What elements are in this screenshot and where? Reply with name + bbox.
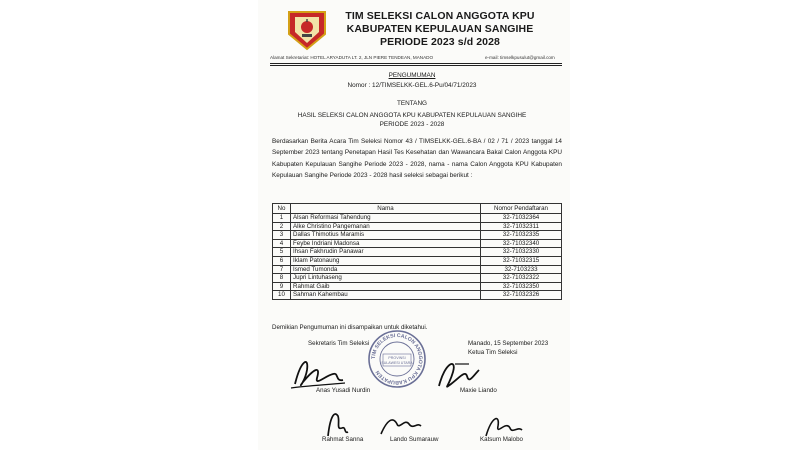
cell-no: 10 (273, 291, 291, 300)
table-row (273, 231, 562, 240)
cell-nomor: 32-71032364 (481, 214, 562, 223)
table-row (273, 248, 562, 257)
cell-no: 9 (273, 282, 291, 291)
table-row (273, 222, 562, 231)
chair-title: Ketua Tim Seleksi (468, 349, 518, 356)
header-rule (270, 63, 562, 64)
doc-subject-line-1: HASIL SELEKSI CALON ANGGOTA KPU KABUPATEN KEPULAUAN SANGIHE (297, 112, 527, 119)
candidate-table (272, 203, 562, 300)
table-header-row (273, 204, 562, 214)
header-line-1: TIM SELEKSI CALON ANGGOTA KPU (345, 10, 535, 22)
stamp-inner-line-2: SULAWESI UTARA (381, 361, 413, 365)
table-row (273, 214, 562, 223)
cell-nomor: 32-7103233 (481, 265, 562, 274)
header-email: e-mail: timselkpusulut@gmail.com (485, 55, 555, 60)
closing-sentence: Demikian Pengumuman ini disampaikan untuk diketahui. (272, 324, 428, 331)
cell-nama: Dallas Thimotius Maramis (291, 231, 481, 240)
cell-no: 8 (273, 274, 291, 283)
cell-no: 4 (273, 239, 291, 248)
cell-nama: Ismed Tumonda (291, 265, 481, 274)
body-paragraph: Berdasarkan Berita Acara Tim Seleksi Nomor 43 / TIMSELKK-GEL.6-BA / 02 / 71 / 2023 tanggal 14 September 2023 tentang Penetapan Hasil Tes Kesehatan dan Wawancara Bakal Calon Anggota KPU Kabupaten Kepulauan Sangihe Periode 2023 - 2028, nama - nama Calon Anggota KPU Kabupaten Kepulauan Sangihe Periode 2023 - 2028 hasil seleksi sebagai berikut : (272, 138, 562, 179)
member-1-name: Rahmat Sanna (322, 436, 364, 443)
col-header-no: No (273, 204, 291, 214)
kpu-logo-icon (285, 8, 329, 52)
cell-nama: Rahmat Gaib (291, 282, 481, 291)
doc-title: PENGUMUMAN (388, 72, 436, 79)
cell-no: 7 (273, 265, 291, 274)
cell-nomor: 32-71032340 (481, 239, 562, 248)
cell-nomor: 32-71032326 (481, 291, 562, 300)
cell-no: 5 (273, 248, 291, 257)
table-row (273, 256, 562, 265)
header-rule-thin (270, 65, 562, 66)
cell-nama: Alsan Reformasi Tahendung (291, 214, 481, 223)
table-row (273, 274, 562, 283)
col-header-nomor: Nomor Pendaftaran (481, 204, 562, 214)
cell-nomor: 32-71032335 (481, 231, 562, 240)
stamp-outer-text: TIM SELEKSI CALON ANGGOTA KPU KABUPATEN (370, 332, 424, 386)
header-line-2: KABUPATEN KEPULAUAN SANGIHE (346, 23, 534, 35)
place-date: Manado, 15 September 2023 (468, 340, 549, 347)
stamp-inner-line-1: PROVINSI (388, 356, 406, 360)
member-3-name: Katsum Malobo (480, 436, 523, 443)
cell-nomor: 32-71032311 (481, 222, 562, 231)
cell-nomor: 32-71032322 (481, 274, 562, 283)
cell-no: 2 (273, 222, 291, 231)
col-header-nama: Nama (291, 204, 481, 214)
cell-nomor: 32-71032330 (481, 248, 562, 257)
cell-nomor: 32-71032315 (481, 256, 562, 265)
cell-no: 6 (273, 256, 291, 265)
secretary-title: Sekretaris Tim Seleksi (308, 340, 370, 347)
doc-subject-line-2: PERIODE 2023 - 2028 (379, 121, 445, 128)
chair-name: Maxie Liando (460, 387, 497, 394)
cell-nama: Sahman Kahembau (291, 291, 481, 300)
table-row (273, 282, 562, 291)
header-line-3: PERIODE 2023 s/d 2028 (380, 36, 500, 48)
table-row (273, 265, 562, 274)
doc-tentang: TENTANG (396, 100, 428, 107)
cell-nama: Feybe Indriani Madonsa (291, 239, 481, 248)
cell-nama: Jupri Lintuhaseng (291, 274, 481, 283)
cell-nama: Alke Christino Pangemanan (291, 222, 481, 231)
table-row (273, 291, 562, 300)
cell-no: 3 (273, 231, 291, 240)
cell-nomor: 32-71032350 (481, 282, 562, 291)
member-2-name: Lando Sumarauw (390, 436, 439, 443)
secretary-name: Anas Yusadi Nurdin (316, 387, 371, 394)
table-row (273, 239, 562, 248)
cell-nama: Ihsan Fakhrudin Panawar (291, 248, 481, 257)
cell-nama: Iklam Patonaung (291, 256, 481, 265)
header-address: Alamat Sekretariat: HOTEL ARYADUTA LT. 2, JLN PIERE TENDEAN, MANADO (270, 55, 434, 60)
cell-no: 1 (273, 214, 291, 223)
doc-number: Nomor : 12/TIMSELKK-GEL.6-Pu/04/71/2023 (347, 82, 477, 89)
official-stamp (367, 329, 427, 389)
